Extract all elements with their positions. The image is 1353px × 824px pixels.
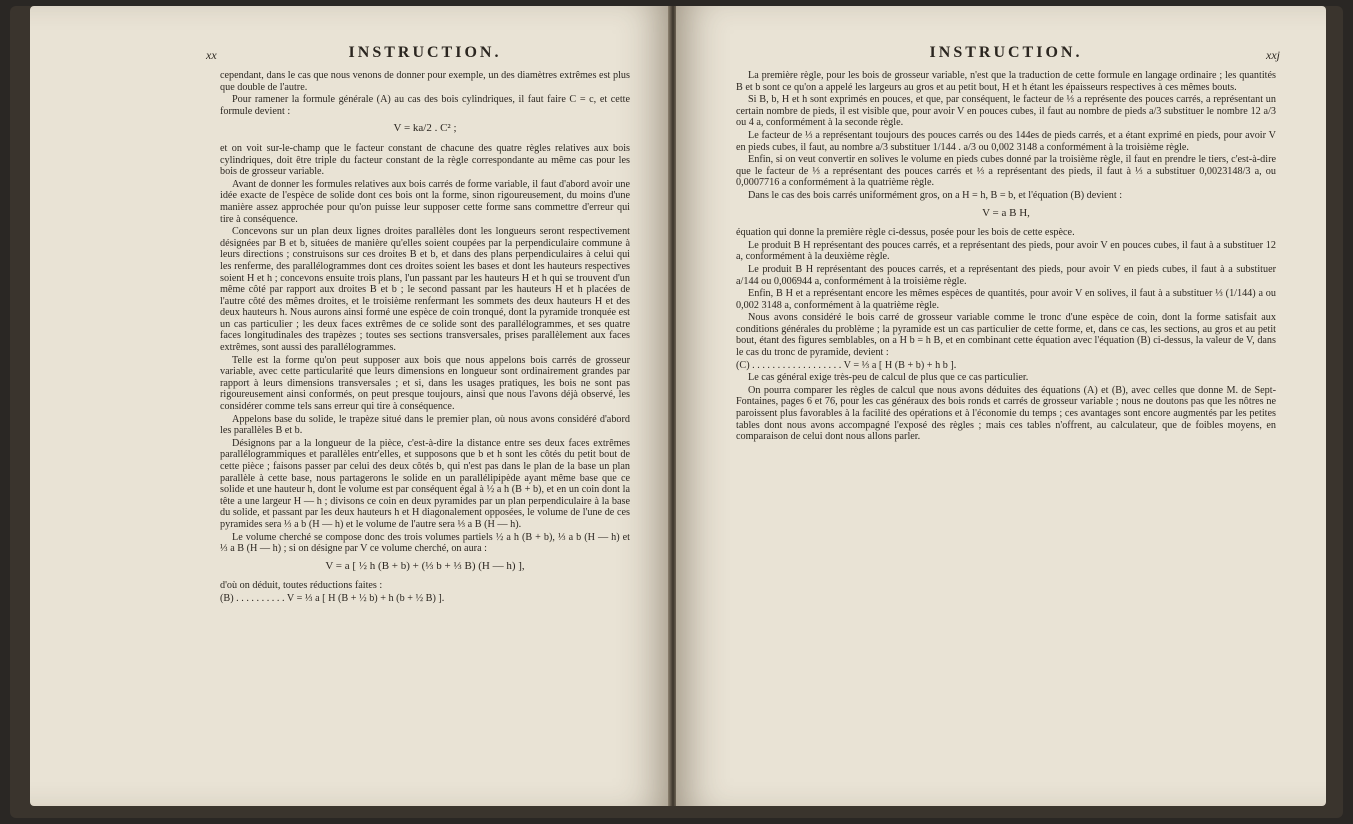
right-page xyxy=(676,6,1326,806)
paragraph: Enfin, si on veut convertir en solives le volume en pieds cubes donné par la troisième règle, il faut en prendre le tiers, c'est-à-dire que le facteur de ⅓ a représentant des pouces carrés et ⅓ a représentant des pieds, il faut à ⅓ a substituer 0,0023148/3 a, ou 0,0007716 a conformément à la quatrième règle. xyxy=(736,154,1276,189)
paragraph: cependant, dans le cas que nous venons de donner pour exemple, un des diamètres extrêmes est plus que double de l'autre. xyxy=(220,70,630,93)
paragraph: Dans le cas des bois carrés uniformément gros, on a H = h, B = b, et l'équation (B) devient : xyxy=(748,189,1123,201)
right-running-head xyxy=(736,40,1280,66)
paragraph: Si B, b, H et h sont exprimés en pouces, et que, par conséquent, le facteur de ⅓ a représente des pouces carrés, a représentant un certain nombre de pieds, il est visible que, pour avoir V en pouces cubes, il faut au nombre de pieds a/3 substituer le nombre 12 a/3 ou 4 a, conformément à la seconde règle. xyxy=(736,94,1276,129)
left-page-number: xx xyxy=(206,48,217,62)
right-running-title: INSTRUCTION. xyxy=(929,44,1083,61)
equation: V = a B H, xyxy=(982,206,1030,219)
equation-b: (B) . . . . . . . . . . V = ⅓ a [ H (B + ½ b) + h (b + ½ B) ]. xyxy=(220,592,445,604)
paragraph: d'où on déduit, toutes réductions faites : xyxy=(220,580,383,592)
paragraph: La première règle, pour les bois de grosseur variable, n'est que la traduction de cette formule en langage ordinaire ; les quantités B et b sont ce qu'on a appelé les largeurs au gros et au petit bout, H et h étant les épaisseurs respectives à ces mêmes bouts. xyxy=(736,70,1276,93)
paragraph: Désignons par a la longueur de la pièce, c'est-à-dire la distance entre ses deux faces extrêmes parallélogrammiques et parallèles entr'elles, et supposons que b et h sont les côtés du petit bout de cette pièce ; faisons passer par celui des deux côtés b, qui n'est pas dans le plan de la base un plan parallèle à cette base, nous partagerons le solide en un parallélipipède ayant même base que ce solide et une hauteur h, dont le volume est par conséquent égal à ½ a h (B + b), et en un coin dont la tête a une largeur H — h ; divisons ce coin en deux pyramides par un plan perpendiculaire à la base du solide, et passant par les deux hauteurs h et H diagonalement opposées, le volume de l'une de ces pyramides sera ⅓ a b (H — h) et le volume de l'autre sera ⅓ a B (H — h). xyxy=(220,437,630,530)
paragraph: Enfin, B H et a représentant encore les mêmes espèces de quantités, pour avoir V en solives, il faut à a substituer ⅓ (1/144) a ou 0,002 3148 a, conformément à la quatrième règle. xyxy=(736,288,1276,311)
left-running-head xyxy=(206,40,630,66)
paragraph: Telle est la forme qu'on peut supposer aux bois que nous appelons bois carrés de grosseur variable, avec cette particularité que leurs dimensions en longueur sont ordinairement grandes par rapport à leurs dimensions transversales ; et si, dans les usages pratiques, les bois ne sont pas rigoureusement ainsi conformés, on peut presque toujours, ainsi que nous l'avons déjà observé, les considérer comme tels sans erreur qui tire à conséquence. xyxy=(220,354,630,413)
equation: V = ka/2 . C² ; xyxy=(393,122,457,135)
paragraph: Le produit B H représentant des pouces carrés, et a représentant des pieds, pour avoir V en pieds cubes, il faut à a substituer a/144 ou 0,006944 a, conformément à la troisième règle. xyxy=(736,263,1276,287)
left-page xyxy=(30,6,670,806)
equation-c: (C) . . . . . . . . . . . . . . . . . . V = ⅓ a [ H (B + b) + h b ]. xyxy=(736,359,957,371)
left-body-text xyxy=(220,70,630,606)
right-body-text xyxy=(736,70,1276,444)
paragraph: Le cas général exige très-peu de calcul de plus que ce cas particulier. xyxy=(748,372,1029,384)
paragraph: Concevons sur un plan deux lignes droites parallèles dont les longueurs seront respectivement désignées par B et b, situées de manière qu'elles soient coupées par la perpendiculaire commune à leurs directions ; construisons sur ces droites B et b, et dans des plans perpendiculaires à celui qui les renferme, des parallélogrammes dont ces droites soient les bases et dont les hauteurs respectives soient H et h ; concevons ensuite trois plans, l'un passant par les hauteurs H et h qui se trouvent d'un même côté par rapport aux droites B et b ; le second passant par les hauteurs H et h placées de l'autre côté des mêmes droites, et le troisième renfermant les sommets des deux hauteurs H et des deux hauteurs h. Nous aurons ainsi formé une espèce de coin tronqué, dont la pyramide tronquée est un cas particulier ; les deux faces extrêmes de ce solide sont des parallélogrammes, et ses quatre faces longitudinales des trapèzes ; toutes ses sections transversales, prises parallèlement aux faces extrêmes, sont aussi des parallélogrammes. xyxy=(220,226,630,354)
paragraph: Le facteur de ⅓ a représentant toujours des pouces carrés ou des 144es de pieds carrés, et a étant exprimé en pieds, pour avoir V en pieds cubes, il faut, au nombre a/3 substituer 1/144 . a/3 ou 0,002 3148 a conformément à la troisième règle. xyxy=(736,129,1276,153)
paragraph: Nous avons considéré le bois carré de grosseur variable comme le tronc d'une espèce de coin, dont la forme satisfait aux conditions générales du problème ; la pyramide est un cas particulier de cette forme, et, dans ce cas, les sections, au gros et au petit bout, étant des figures semblables, on a H b = h B, et en combinant cette équation avec l'équation (B) ci-dessus, la valeur de V, dans le cas du tronc de pyramide, devient : xyxy=(736,312,1276,359)
paragraph: Avant de donner les formules relatives aux bois carrés de forme variable, il faut d'abord avoir une idée exacte de l'espèce de solide dont ces bois ont la forme, sinon rigoureusement, du moins d'une manière assez approchée pour qu'on puisse leur supposer cette forme sans commettre d'erreur qui tire à conséquence. xyxy=(220,178,630,225)
equation: V = a [ ½ h (B + b) + (⅓ b + ⅓ B) (H — h) ], xyxy=(325,559,525,572)
paragraph: et on voit sur-le-champ que le facteur constant de chacune des quatre règles relatives aux bois cylindriques, doit être triple du facteur constant de la règle correspondante au même cas pour les bois de grosseur variable. xyxy=(220,142,630,178)
paragraph: Le produit B H représentant des pouces carrés, et a représentant des pieds, pour avoir V en pouces cubes, il faut à a substituer 12 a, conformément à la deuxième règle. xyxy=(736,239,1276,263)
paragraph: équation qui donne la première règle ci-dessus, posée pour les bois de cette espèce. xyxy=(736,227,1075,239)
right-page-number: xxj xyxy=(1266,48,1280,62)
paragraph: On pourra comparer les règles de calcul que nous avons déduites des équations (A) et (B), avec celles que donne M. de Sept-Fontaines, pages 6 et 76, pour les cas généraux des bois ronds et carrés de grosseur variable ; nous ne doutons pas que les nôtres ne paroissent plus favorables à la facilité des opérations et à l'économie du temps ; ces avantages sont encore augmentés par les petites tables dont nous avons accompagné l'exposé des règles ; mais ces tables n'offrent, au calculateur, que de foibles moyens, en comparaison de celui dont nous allons parler. xyxy=(736,384,1276,443)
paragraph: Pour ramener la formule générale (A) au cas des bois cylindriques, il faut faire C = c, et cette formule devient : xyxy=(220,94,630,117)
paragraph: Le volume cherché se compose donc des trois volumes partiels ½ a h (B + b), ⅓ a b (H — h) et ⅓ a B (H — h) ; si on désigne par V ce volume cherché, on aura : xyxy=(220,531,630,555)
paragraph: Appelons base du solide, le trapèze situé dans le premier plan, où nous avons considéré d'abord les parallèles B et b. xyxy=(220,413,630,437)
left-running-title: INSTRUCTION. xyxy=(348,44,502,61)
